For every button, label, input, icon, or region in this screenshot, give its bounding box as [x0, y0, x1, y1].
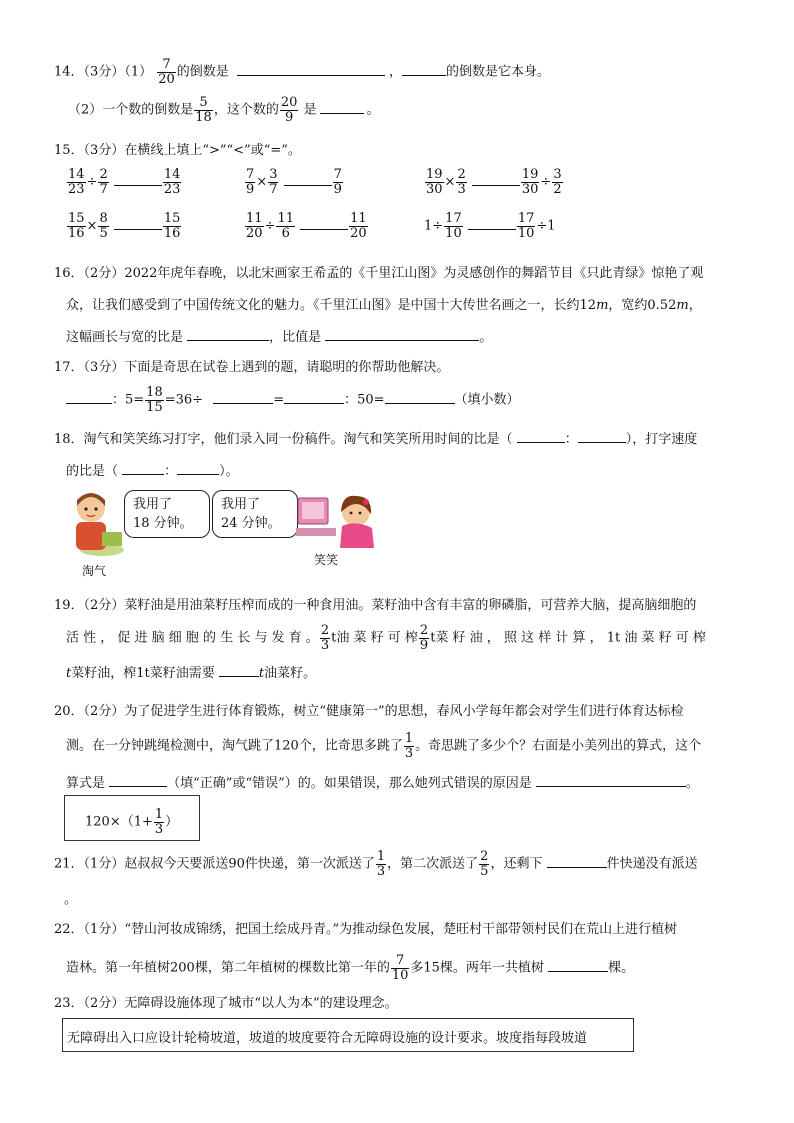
expr-1: $\frac{14}{23}$ ÷ $\frac{2}{7}$ $\frac{14}{23}$ [68, 167, 181, 197]
girl-illustration [292, 490, 382, 550]
answer-blank[interactable] [66, 391, 112, 404]
question-19-line2: 活 性 ， 促 进 脑 细 胞 的 生 长 与 发 育 。 $\frac{2}{3}$ t油 菜 籽 可 榨 $\frac{2}{9}$ t菜 籽 油 ， 照 这 样 计 算 ， 1t 油 菜 籽 可 榨 [66, 623, 706, 653]
answer-blank[interactable] [177, 462, 219, 475]
question-17-line2: ：5= $\frac{18}{15}$ =36÷ = ：50= （填小数） [66, 386, 520, 414]
question-18-line2: 的比是（ ： ）。 [66, 464, 239, 479]
question-14-line1: 14．（3分）（1） $\frac{7}{20}$ 的倒数是 ， 的倒数是它本身。 [54, 57, 550, 87]
question-16-line1: 16．（2分）2022年虎年春晚，以北宋画家王希孟的《千里江山图》为灵感创作的舞蹈节目《只此青绿》惊艳了观 [54, 266, 704, 281]
question-17-line1: 17．（3分）下面是奇思在试卷上遇到的题，请聪明的你帮助他解决。 [54, 360, 450, 375]
answer-blank[interactable] [320, 101, 364, 114]
question-22-line1: 22．（1分）“替山河妆成锦绣，把国土绘成丹青。”为推动绿色发展，楚旺村干部带领村民们在荒山上进行植树 [54, 922, 678, 937]
info-box: 无障碍出入口应设计轮椅坡道，坡道的坡度要符合无障碍设施的设计要求。坡度指每段坡道 [62, 1018, 634, 1052]
speech-bubble-taoqi: 我用了 18 分钟。 [124, 490, 210, 538]
question-21-line1: 21．（1分）赵叔叔今天要派送90件快递，第一次派送了 $\frac{1}{3}$ ，第二次派送了 $\frac{2}{5}$ ，还剩下 件快递没有派送 [54, 849, 698, 879]
question-16-line3: 这幅画长与宽的比是 ，比值是 。 [66, 330, 493, 345]
expr-6: 1÷ $\frac{17}{10}$ $\frac{17}{10}$ ÷1 [424, 211, 556, 241]
answer-blank[interactable] [114, 217, 162, 230]
answer-blank[interactable] [284, 173, 332, 186]
label-xiaoxiao: 笑笑 [314, 553, 339, 567]
answer-blank[interactable] [325, 328, 479, 341]
answer-blank[interactable] [468, 217, 516, 230]
answer-blank[interactable] [536, 774, 686, 787]
expr-2: $\frac{7}{9}$ × $\frac{3}{7}$ $\frac{7}{9}$ [246, 167, 342, 197]
question-20-line2: 测。在一分钟跳绳检测中，淘气跳了120个，比奇思多跳了 $\frac{1}{3}$ 。奇思跳了多少个？右面是小美列出的算式，这个 [66, 731, 702, 761]
answer-blank[interactable] [122, 462, 164, 475]
expr-4: $\frac{15}{16}$ × $\frac{8}{5}$ $\frac{15}{16}$ [68, 211, 181, 241]
fraction: $\frac{7}{20}$ [158, 57, 175, 87]
answer-blank[interactable] [578, 430, 626, 443]
answer-blank[interactable] [548, 959, 608, 972]
answer-blank[interactable] [109, 774, 167, 787]
answer-blank[interactable] [213, 391, 273, 404]
label-taoqi: 淘气 [82, 564, 107, 578]
question-20-line3: 算式是 （填“正确”或“错误”）的。如果错误，那么她列式错误的原因是 。 [66, 776, 699, 791]
question-20-line1: 20．（2分）为了促进学生进行体育锻炼，树立“健康第一”的思想，春风小学每年都会对学生们进行体育达标检 [54, 704, 684, 719]
answer-blank[interactable] [300, 217, 348, 230]
question-18-line1: 18．淘气和笑笑练习打字，他们录入同一份稿件。淘气和笑笑所用时间的比是（ ： ），打字速度 [54, 432, 698, 447]
answer-blank[interactable] [385, 391, 455, 404]
question-15-title: 15．（3分）在横线上填上“>”“<”或“=”。 [54, 143, 301, 158]
question-23-line1: 23．（2分）无障碍设施体现了城市“以人为本”的建设理念。 [54, 996, 398, 1011]
answer-blank[interactable] [187, 328, 269, 341]
answer-blank[interactable] [114, 173, 162, 186]
speech-bubble-xiaoxiao: 我用了 24 分钟。 [212, 490, 298, 538]
question-16-line2: 众，让我们感受到了中国传统文化的魅力。《千里江山图》是中国十大传世名画之一，长约12m，宽约0.52m， [66, 298, 702, 313]
question-14-line2: （2）一个数的倒数是 $\frac{5}{18}$ ，这个数的 $\frac{20}{9}$ 是 。 [68, 95, 380, 125]
answer-blank[interactable] [219, 664, 259, 677]
question-21-line2: 。 [64, 892, 78, 907]
expr-3: $\frac{19}{30}$ × $\frac{2}{3}$ $\frac{19}{30}$ ÷ $\frac{3}{2}$ [426, 167, 562, 197]
question-22-line2: 造林。第一年植树200棵，第二年植树的棵数比第一年的 $\frac{7}{10}$ 多15棵。两年一共植树 棵。 [66, 953, 635, 983]
answer-blank[interactable] [472, 173, 520, 186]
answer-blank[interactable] [547, 855, 607, 868]
question-19-line3: t菜籽油，榨1t菜籽油需要 t油菜籽。 [66, 666, 317, 681]
answer-blank[interactable] [402, 63, 446, 76]
answer-blank[interactable] [284, 391, 344, 404]
expr-5: $\frac{11}{20}$ ÷ $\frac{11}{6}$ $\frac{11}{20}$ [246, 211, 367, 241]
boy-illustration [62, 488, 126, 556]
answer-blank[interactable] [517, 430, 565, 443]
answer-blank[interactable] [237, 63, 385, 76]
formula-box: 120×（1+ $\frac{1}{3}$ ） [64, 795, 200, 841]
question-19-line1: 19．（2分）菜籽油是用油菜籽压榨而成的一种食用油。菜籽油中含有丰富的卵磷脂，可营养大脑，提高脑细胞的 [54, 598, 697, 613]
